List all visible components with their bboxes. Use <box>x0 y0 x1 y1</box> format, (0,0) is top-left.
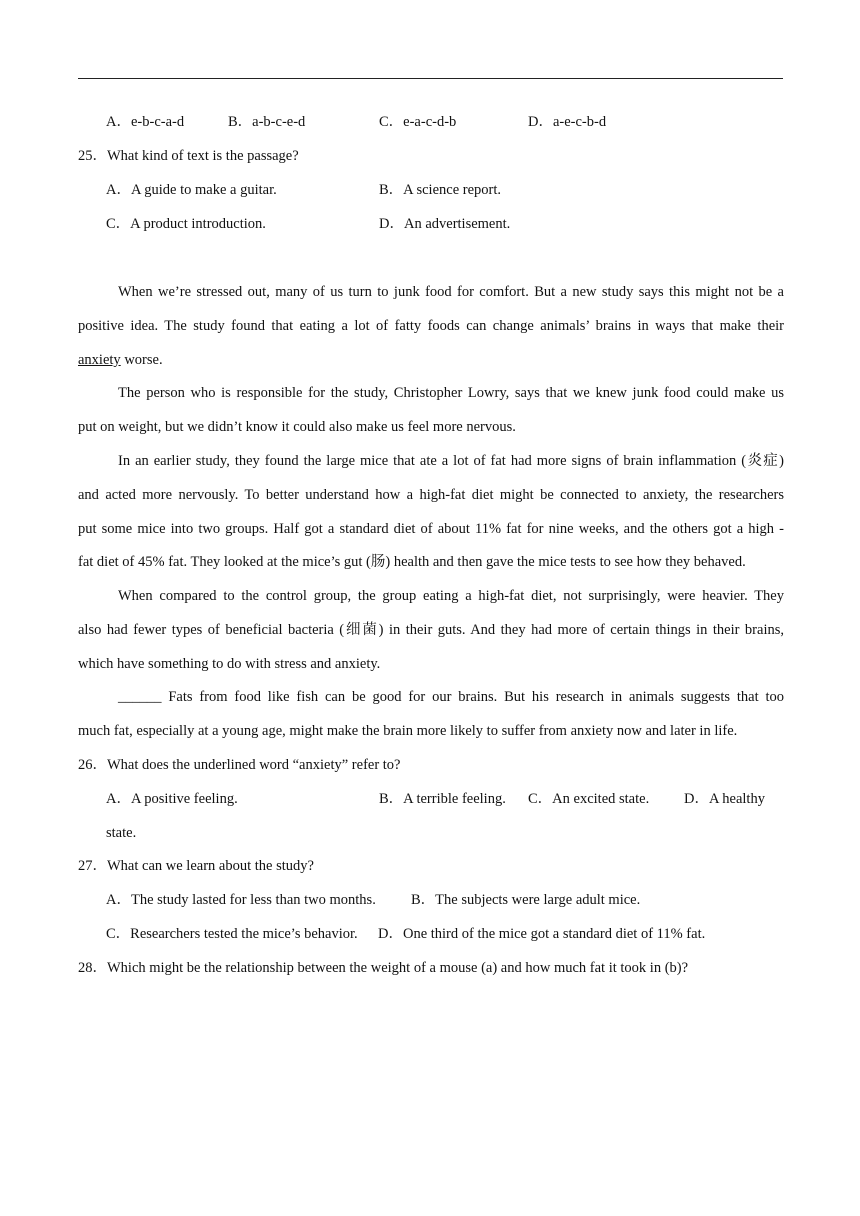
passage-p3-line2: and acted more nervously. To better understand how a high-fat diet might be connected to anxiety, the researchers <box>78 487 784 503</box>
q25-option-b[interactable]: B．A science report. <box>379 182 502 198</box>
q27-option-b[interactable]: B．The subjects were large adult mice. <box>411 892 641 908</box>
q27-option-d[interactable]: D．One third of the mice got a standard diet of 11% fat. <box>378 926 706 942</box>
q26-option-b[interactable]: B．A terrible feeling. <box>379 791 506 807</box>
q27-stem: 27．What can we learn about the study? <box>78 858 314 874</box>
passage-p3-line1: In an earlier study, they found the large mice that ate a lot of fat had more signs of brain inflammation (炎症) <box>118 453 784 469</box>
passage-p3-line3: put some mice into two groups. Half got a standard diet of about 11% fat for nine weeks, and the others got a high - <box>78 521 784 537</box>
passage-p5-line2: much fat, especially at a young age, might make the brain more likely to suffer from anxiety now and later in life. <box>78 723 738 739</box>
q26-option-c[interactable]: C．An excited state. <box>528 791 650 807</box>
q24-option-c[interactable]: C．e-a-c-d-b <box>379 114 457 130</box>
q25-option-c[interactable]: C．A product introduction. <box>106 216 266 232</box>
q24-option-d[interactable]: D．a-e-c-b-d <box>528 114 607 130</box>
passage-p5-line1: ______ Fats from food like fish can be good for our brains. But his research in animals suggests that too <box>118 689 784 705</box>
q28-stem: 28．Which might be the relationship between the weight of a mouse (a) and how much fat it took in (b)? <box>78 960 689 976</box>
passage-p3-line4: fat diet of 45% fat. They looked at the mice’s gut (肠) health and then gave the mice tests to see how they behaved. <box>78 554 746 570</box>
passage-p1-line2: positive idea. The study found that eating a lot of fatty foods can change animals’ brains in ways that make their <box>78 318 784 334</box>
q25-stem: 25．What kind of text is the passage? <box>78 148 299 164</box>
passage-p1-line1: When we’re stressed out, many of us turn to junk food for comfort. But a new study says this might not be a <box>118 284 784 300</box>
passage-p4-line2: also had fewer types of beneficial bacteria (细菌) in their guts. And they had more of certain things in their brains, <box>78 622 784 638</box>
passage-p2-line1: The person who is responsible for the study, Christopher Lowry, says that we knew junk food could make us <box>118 385 784 401</box>
q24-option-b[interactable]: B．a-b-c-e-d <box>228 114 306 130</box>
q25-option-a[interactable]: A．A guide to make a guitar. <box>106 182 277 198</box>
q25-option-d[interactable]: D．An advertisement. <box>379 216 511 232</box>
passage-p2-line2: put on weight, but we didn’t know it could also make us feel more nervous. <box>78 419 516 435</box>
q27-option-a[interactable]: A．The study lasted for less than two months. <box>106 892 376 908</box>
header-rule <box>78 78 783 79</box>
underlined-word-anxiety: anxiety <box>78 352 121 368</box>
q24-option-a[interactable]: A．e-b-c-a-d <box>106 114 185 130</box>
q26-option-a[interactable]: A．A positive feeling. <box>106 791 238 807</box>
passage-p1-line3-rest: worse. <box>120 352 163 368</box>
q26-option-d[interactable]: D．A healthy <box>684 791 765 807</box>
q26-option-d-continued[interactable]: state. <box>106 825 137 841</box>
passage-p4-line3: which have something to do with stress and anxiety. <box>78 656 381 672</box>
passage-p1-line3 <box>78 351 163 369</box>
passage-p4-line1: When compared to the control group, the group eating a high-fat diet, not surprisingly, were heavier. They <box>118 588 784 604</box>
q26-stem: 26．What does the underlined word “anxiety” refer to? <box>78 757 401 773</box>
q27-option-c[interactable]: C．Researchers tested the mice’s behavior. <box>106 926 358 942</box>
